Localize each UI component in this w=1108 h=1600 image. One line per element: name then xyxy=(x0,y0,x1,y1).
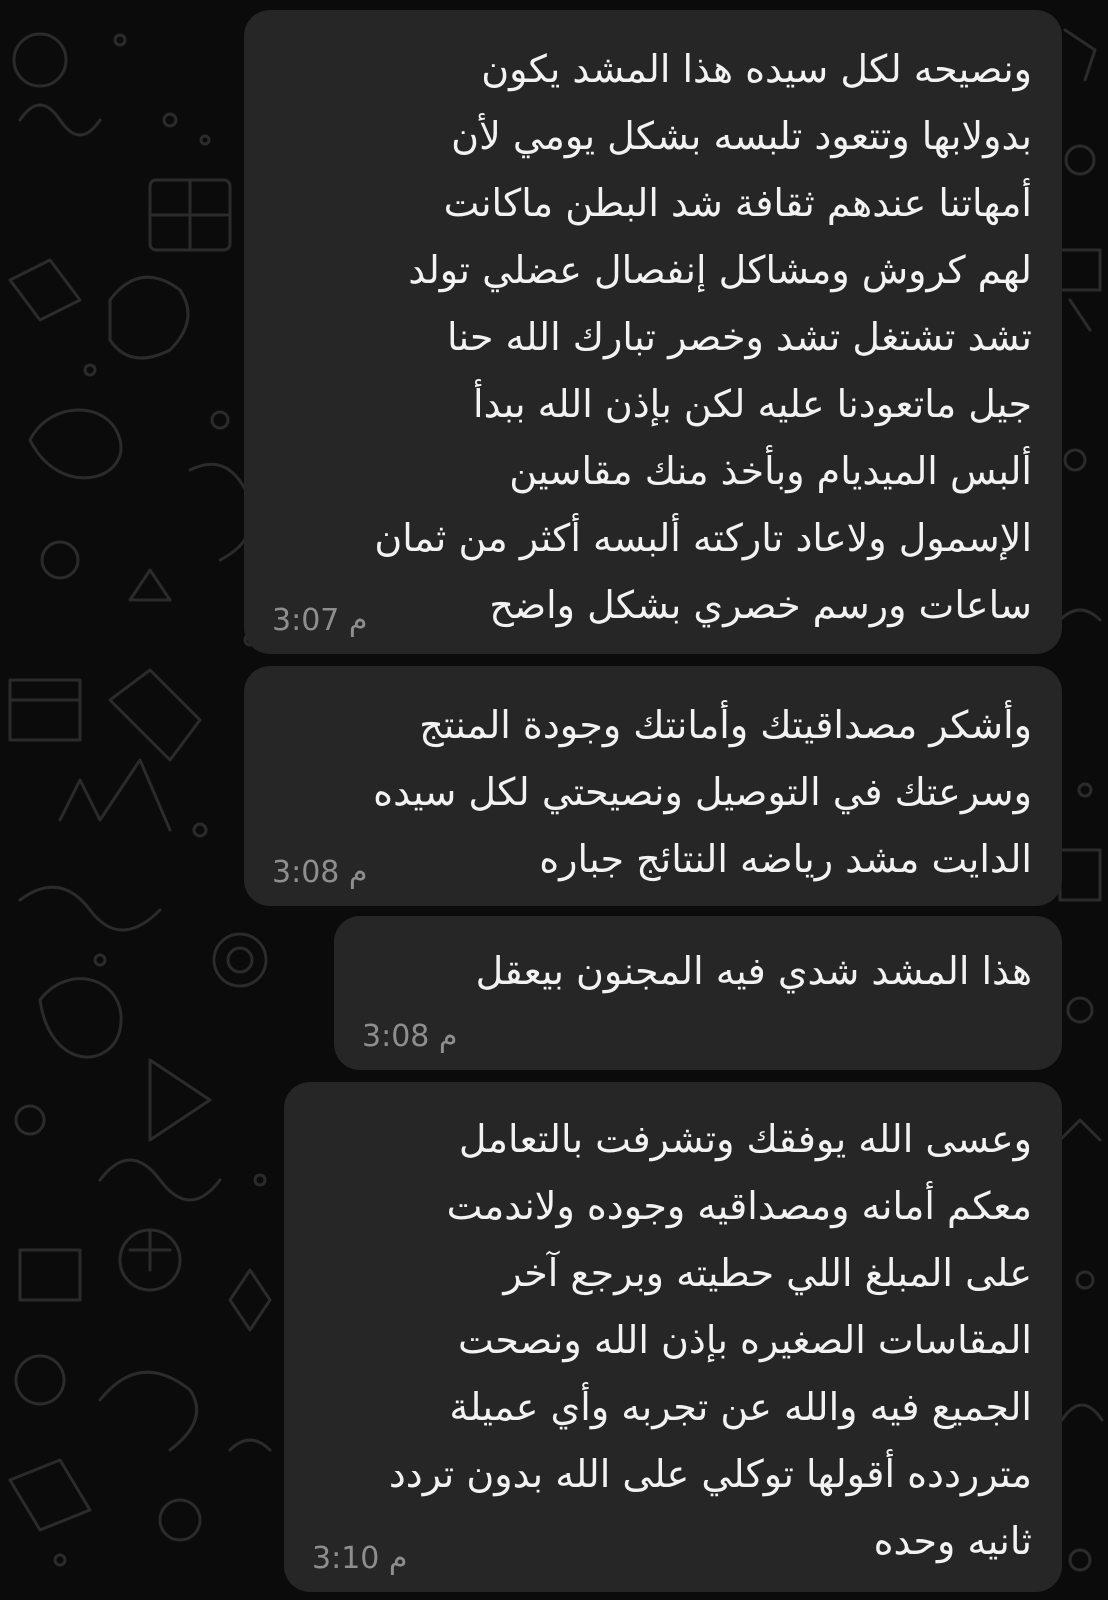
message-text: ونصيحه لكل سيده هذا المشد يكون بدولابها وتتعود تلبسه بشكل يومي لأن أمهاتنا عندهم ثقافة شد البطن ماكانت لهم كروش ومشاكل إنفصال عضلي تولد تشد تشتغل تشد وخصر تبارك الله حنا جيل ماتعودنا عليه لكن بإذن الله ببدأ ألبس الميديام وبأخذ منك مقاسين الإسمول ولاعاد تاركته ألبسه أكثر من ثمان ساعات ورسم خصري بشكل واضح xyxy=(374,47,1032,627)
message-text: وعسى الله يوفقك وتشرفت بالتعامل معكم أمانه ومصداقيه وجوده ولاندمت على المبلغ اللي حطيته وبرجع آخر المقاسات الصغيره بإذن الله ونصحت الجميع فيه والله عن تجربه وأي عميلة مترردده أقولها توكلي على الله بدون تردد ثانيه وحده xyxy=(388,1117,1032,1563)
message-bubble[interactable] xyxy=(284,1082,1062,1592)
message-timestamp: 3:07 م xyxy=(272,603,368,638)
message-text: وأشكر مصداقيتك وأمانتك وجودة المنتج وسرعتك في التوصيل ونصيحتي لكل سيده الدايت مشد رياضه النتائج جباره xyxy=(373,703,1032,881)
message-timestamp: 3:10 م xyxy=(312,1541,408,1576)
message-timestamp: 3:08 م xyxy=(272,855,368,890)
message-bubble[interactable] xyxy=(244,666,1062,906)
message-bubble[interactable] xyxy=(334,916,1062,1070)
message-text: هذا المشد شدي فيه المجنون بيعقل xyxy=(475,949,1032,993)
message-bubble[interactable] xyxy=(244,10,1062,654)
message-timestamp: 3:08 م xyxy=(362,1019,458,1054)
